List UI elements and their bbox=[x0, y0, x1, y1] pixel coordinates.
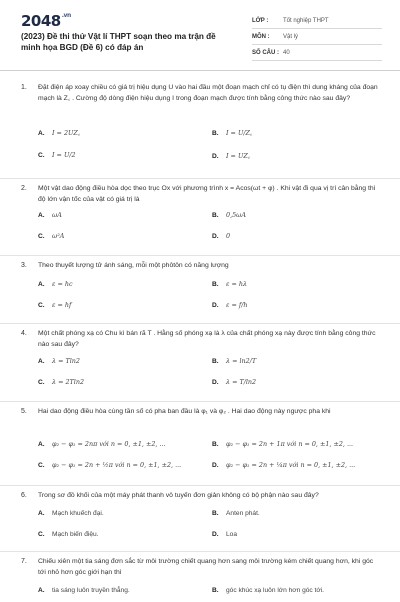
option-b[interactable] bbox=[212, 211, 246, 219]
question-item bbox=[0, 324, 400, 402]
meta-row-count bbox=[252, 45, 382, 61]
option-text: λ = ln2/T bbox=[226, 357, 257, 365]
question-list bbox=[0, 78, 400, 602]
option-b[interactable] bbox=[212, 357, 256, 365]
question-item bbox=[0, 78, 400, 179]
option-text: 0 bbox=[226, 232, 231, 240]
option-letter: D. bbox=[212, 153, 219, 160]
option-text: I = U/Z꜀ bbox=[226, 129, 253, 137]
question-number: 2. bbox=[21, 185, 27, 192]
page-header bbox=[0, 0, 400, 71]
option-c[interactable] bbox=[38, 232, 64, 240]
question-text: Trong sơ đồ khối của một máy phát thanh vô tuyến đơn giản không có bộ phận nào sau đây? bbox=[38, 492, 319, 499]
meta-value: Vật lý bbox=[283, 33, 299, 40]
option-text: ω²A bbox=[52, 232, 65, 240]
option-b[interactable] bbox=[212, 510, 260, 517]
option-text: φ₂ − φ₁ = 2n + 1π với n = 0, ±1, ±2, ... bbox=[226, 440, 354, 448]
option-letter: C. bbox=[38, 462, 45, 469]
option-a[interactable] bbox=[38, 510, 104, 517]
question-number: 7. bbox=[21, 558, 27, 565]
option-text: λ = T/ln2 bbox=[226, 378, 257, 386]
question-number: 3. bbox=[21, 262, 27, 269]
option-b[interactable] bbox=[212, 128, 252, 137]
question-number: 1. bbox=[21, 84, 27, 91]
option-letter: A. bbox=[38, 441, 45, 448]
logo-text: 2048 bbox=[21, 12, 61, 30]
question-item bbox=[0, 179, 400, 256]
question-number: 4. bbox=[21, 330, 27, 337]
option-letter: D. bbox=[212, 462, 219, 469]
option-letter: D. bbox=[212, 379, 219, 386]
option-a[interactable] bbox=[38, 587, 130, 594]
option-letter: B. bbox=[212, 130, 219, 137]
option-letter: B. bbox=[212, 358, 219, 365]
question-item bbox=[0, 402, 400, 486]
option-text: ε = f/h bbox=[226, 301, 248, 309]
option-b[interactable] bbox=[212, 587, 324, 594]
option-text: φ₂ − φ₁ = 2n + ¼π với n = 0, ±1, ±2, ... bbox=[226, 461, 356, 469]
logo-suffix: .vn bbox=[61, 12, 71, 19]
option-c[interactable] bbox=[38, 461, 181, 469]
question-text: Theo thuyết lượng tử ánh sáng, mỗi một phôtôn có năng lượng bbox=[38, 262, 229, 269]
option-letter: C. bbox=[38, 379, 45, 386]
option-letter: C. bbox=[38, 233, 45, 240]
option-c[interactable] bbox=[38, 378, 84, 386]
option-letter: A. bbox=[38, 358, 45, 365]
option-letter: C. bbox=[38, 302, 45, 309]
meta-label: LỚP : bbox=[252, 17, 269, 24]
option-text: 0,5ωA bbox=[226, 211, 246, 219]
option-text: I = U/2 bbox=[52, 151, 76, 159]
option-text: ε = hf bbox=[52, 301, 72, 309]
option-text: φ₂ − φ₁ = 2n + ½π với n = 0, ±1, ±2, ... bbox=[52, 461, 182, 469]
question-text: Một chất phóng xạ có Chu kì bán rã T . Hằng số phóng xạ là λ của chất phóng xạ này được tính bằng công thức nào sau đây? bbox=[38, 330, 376, 348]
meta-label: MÔN : bbox=[252, 33, 270, 40]
meta-row-subject bbox=[252, 29, 382, 45]
option-text: φ₂ − φ₁ = 2nπ với n = 0, ±1, ±2, ... bbox=[52, 440, 166, 448]
option-d[interactable] bbox=[212, 301, 247, 309]
option-a[interactable] bbox=[38, 440, 166, 448]
option-letter: B. bbox=[212, 587, 219, 594]
option-d[interactable] bbox=[212, 378, 256, 386]
option-letter: B. bbox=[212, 281, 219, 288]
option-b[interactable] bbox=[212, 440, 353, 448]
option-a[interactable] bbox=[38, 280, 73, 288]
question-text: Hai dao động điều hòa cùng tần số có pha ban đầu là φ₁ và φ₂ . Hai dao động này ngược pha khi bbox=[38, 408, 331, 415]
option-letter: A. bbox=[38, 212, 45, 219]
meta-label: SỐ CÂU : bbox=[252, 49, 279, 56]
option-letter: D. bbox=[212, 302, 219, 309]
question-item bbox=[0, 486, 400, 552]
option-c[interactable] bbox=[38, 151, 76, 159]
option-letter: A. bbox=[38, 510, 45, 517]
option-text: ωA bbox=[52, 211, 62, 219]
option-text: Loa bbox=[226, 531, 238, 538]
option-text: I = UZ꜀ bbox=[226, 152, 250, 160]
option-d[interactable] bbox=[212, 232, 230, 240]
question-item bbox=[0, 552, 400, 602]
option-b[interactable] bbox=[212, 280, 247, 288]
option-text: λ = 2Tln2 bbox=[52, 378, 85, 386]
option-d[interactable] bbox=[212, 461, 355, 469]
option-d[interactable] bbox=[212, 531, 237, 538]
option-letter: B. bbox=[212, 441, 219, 448]
meta-value: Tốt nghiệp THPT bbox=[283, 17, 329, 24]
option-d[interactable] bbox=[212, 151, 250, 160]
option-text: Anten phát. bbox=[226, 510, 260, 517]
option-text: Mạch khuếch đại. bbox=[52, 510, 104, 517]
question-text: Đặt điện áp xoay chiều có giá trị hiệu dụng U vào hai đầu một đoạn mạch chỉ có tụ điện thì dung kháng của đoạn mạch là Z꜀ . Cường độ dòng điện hiệu dụng I trong đoạn mạch được tính bằng công thức nào sau đây? bbox=[38, 84, 378, 102]
question-number: 6. bbox=[21, 492, 27, 499]
question-item bbox=[0, 256, 400, 324]
meta-info bbox=[252, 13, 382, 61]
option-text: I = 2UZ꜀ bbox=[52, 129, 81, 137]
option-text: ε = hλ bbox=[226, 280, 248, 288]
option-text: ε = hc bbox=[52, 280, 73, 288]
site-logo[interactable] bbox=[21, 12, 71, 30]
option-c[interactable] bbox=[38, 531, 99, 538]
option-text: tia sáng luôn truyền thẳng. bbox=[52, 587, 130, 594]
option-letter: B. bbox=[212, 212, 219, 219]
option-letter: C. bbox=[38, 152, 45, 159]
meta-value: 40 bbox=[283, 49, 290, 56]
option-letter: D. bbox=[212, 531, 219, 538]
question-number: 5. bbox=[21, 408, 27, 415]
page-title: (2023) Đề thi thử Vật lí THPT soạn theo ma trận đề minh họa BGD (Đề 6) có đáp án bbox=[21, 32, 216, 52]
option-letter: A. bbox=[38, 587, 45, 594]
question-text: Chiếu xiên một tia sáng đơn sắc từ môi trường chiết quang hơn sang môi trường kém chiết quang hơn, khi góc tới nhỏ hơn góc giới hạn thì bbox=[38, 558, 374, 576]
option-text: góc khúc xạ luôn lớn hơn góc tới. bbox=[226, 587, 325, 594]
option-letter: D. bbox=[212, 233, 219, 240]
option-text: λ = Tln2 bbox=[52, 357, 80, 365]
option-a[interactable] bbox=[38, 357, 80, 365]
meta-row-class bbox=[252, 13, 382, 29]
option-a[interactable] bbox=[38, 128, 80, 137]
option-letter: B. bbox=[212, 510, 219, 517]
option-letter: A. bbox=[38, 281, 45, 288]
option-letter: C. bbox=[38, 531, 45, 538]
question-text: Một vật dao động điều hòa dọc theo trục Ox với phương trình x = Acos(ωt + φ) . Khi vật đi qua vị trí cân bằng thì độ lớn vận tốc của vật có giá trị là bbox=[38, 185, 376, 203]
option-letter: A. bbox=[38, 130, 45, 137]
option-text: Mạch biến điệu. bbox=[52, 531, 99, 538]
option-c[interactable] bbox=[38, 301, 71, 309]
option-a[interactable] bbox=[38, 211, 62, 219]
